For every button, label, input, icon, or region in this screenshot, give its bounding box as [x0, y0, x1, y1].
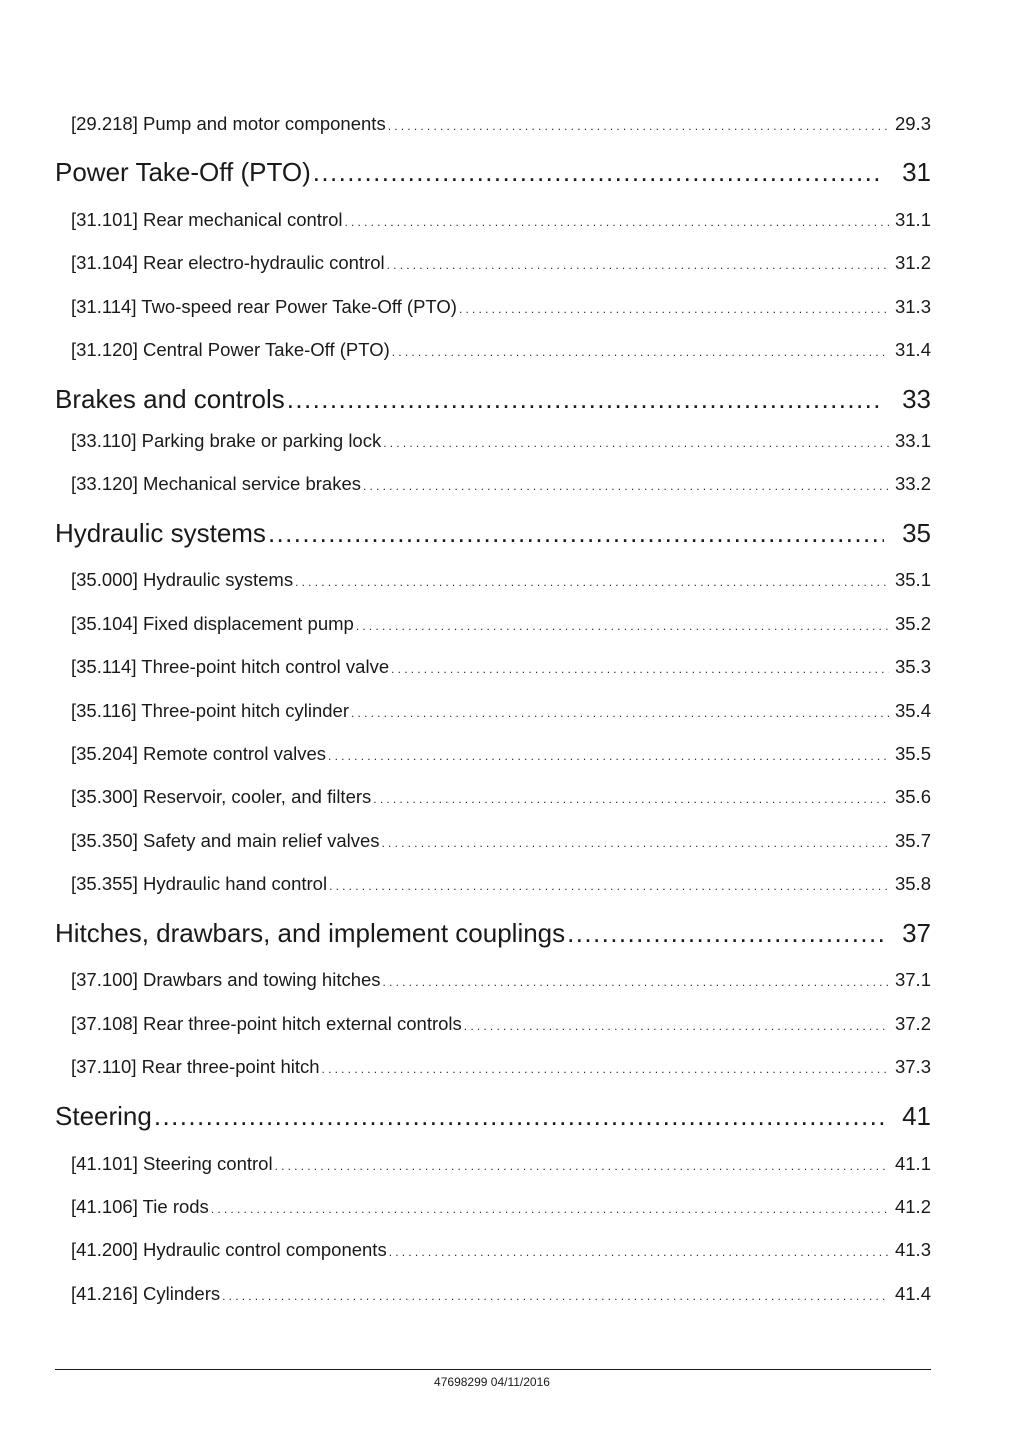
toc-entry-page: 35.3 [894, 656, 931, 677]
dot-leader [154, 1101, 884, 1132]
toc-section-page: 31 [902, 157, 931, 187]
toc-section-page: 33 [902, 384, 931, 414]
dot-leader [383, 975, 889, 989]
toc-entry-35-104[interactable] [71, 613, 931, 635]
toc-entry-page: 35.7 [894, 830, 931, 851]
footer-doc-id: 47698299 04/11/2016 [434, 1375, 550, 1389]
toc-entry-label: [35.104] Fixed displacement pump [71, 613, 354, 634]
dot-leader [389, 1245, 889, 1259]
toc-entry-page: 35.1 [894, 569, 931, 590]
dot-leader [373, 792, 889, 806]
dot-leader [287, 384, 884, 415]
toc-section-33[interactable] [55, 384, 931, 415]
toc-entry-33-110[interactable] [71, 430, 931, 452]
dot-leader [322, 1062, 889, 1076]
toc-entry-label: [35.116] Three-point hitch cylinder [71, 700, 350, 721]
toc-entry-41-101[interactable] [71, 1153, 931, 1175]
toc-entry-label: [41.216] Cylinders [71, 1283, 221, 1304]
toc-entry-label: [41.106] Tie rods [71, 1196, 209, 1217]
toc-section-title: Steering [55, 1101, 152, 1131]
toc-entry-page: 31.3 [894, 296, 931, 317]
toc-entry-page: 41.3 [894, 1239, 931, 1260]
toc-entry-31-120[interactable] [71, 339, 931, 361]
dot-leader [567, 918, 884, 949]
toc-entry-29-218[interactable] [71, 113, 931, 135]
toc-entry-label: [41.101] Steering control [71, 1153, 273, 1174]
toc-entry-page: 37.2 [894, 1013, 931, 1034]
toc-entry-label: [29.218] Pump and motor components [71, 113, 386, 134]
toc-entry-37-110[interactable] [71, 1056, 931, 1078]
toc-entry-33-120[interactable] [71, 473, 931, 495]
dot-leader [363, 479, 889, 493]
toc-section-title: Brakes and controls [55, 384, 285, 414]
toc-entry-31-101[interactable] [71, 209, 931, 231]
toc-entry-label: [35.355] Hydraulic hand control [71, 873, 328, 894]
toc-entry-page: 33.1 [894, 430, 931, 451]
toc-entry-31-104[interactable] [71, 252, 931, 274]
toc-entry-label: [37.100] Drawbars and towing hitches [71, 969, 381, 990]
toc-entry-label: [41.200] Hydraulic control components [71, 1239, 387, 1260]
toc-entry-label: [35.350] Safety and main relief valves [71, 830, 380, 851]
dot-leader [275, 1159, 889, 1173]
toc-entry-page: 33.2 [894, 473, 931, 494]
toc-entry-page: 35.6 [894, 786, 931, 807]
dot-leader [222, 1289, 889, 1303]
toc-entry-label: [35.204] Remote control valves [71, 743, 327, 764]
dot-leader [329, 879, 889, 893]
toc-section-page: 41 [902, 1101, 931, 1131]
toc-entry-31-114[interactable] [71, 296, 931, 318]
footer-divider [55, 1369, 931, 1370]
toc-section-page: 37 [902, 918, 931, 948]
dot-leader [295, 575, 889, 589]
toc-entry-page: 37.3 [894, 1056, 931, 1077]
toc-entry-label: [31.104] Rear electro-hydraulic control [71, 252, 385, 273]
toc-entry-35-355[interactable] [71, 873, 931, 895]
toc-section-41[interactable] [55, 1101, 931, 1132]
toc-section-title: Hitches, drawbars, and implement couplings [55, 918, 566, 948]
toc-entry-page: 35.2 [894, 613, 931, 634]
toc-section-31[interactable] [55, 157, 931, 188]
toc-section-37[interactable] [55, 918, 931, 949]
dot-leader [382, 836, 889, 850]
dot-leader [356, 619, 889, 633]
toc-section-page: 35 [902, 518, 931, 548]
toc-entry-41-106[interactable] [71, 1196, 931, 1218]
dot-leader [268, 518, 884, 549]
toc-entry-page: 41.4 [894, 1283, 931, 1304]
dot-leader [383, 436, 889, 450]
toc-entry-page: 29.3 [894, 113, 931, 134]
toc-entry-page: 31.4 [894, 339, 931, 360]
toc-entry-35-000[interactable] [71, 569, 931, 591]
toc-entry-37-100[interactable] [71, 969, 931, 991]
toc-entry-label: [31.120] Central Power Take-Off (PTO) [71, 339, 390, 360]
toc-entry-page: 41.2 [894, 1196, 931, 1217]
toc-section-35[interactable] [55, 518, 931, 549]
toc-entry-page: 35.4 [894, 700, 931, 721]
toc-entry-41-216[interactable] [71, 1283, 931, 1305]
dot-leader [459, 302, 889, 316]
dot-leader [313, 157, 884, 188]
toc-entry-label: [33.120] Mechanical service brakes [71, 473, 361, 494]
toc-entry-label: [35.114] Three-point hitch control valve [71, 656, 390, 677]
toc-entry-35-114[interactable] [71, 656, 931, 678]
dot-leader [351, 706, 889, 720]
dot-leader [328, 749, 889, 763]
toc-entry-35-116[interactable] [71, 700, 931, 722]
dot-leader [391, 662, 889, 676]
toc-entry-label: [31.114] Two-speed rear Power Take-Off (PTO) [71, 296, 457, 317]
toc-entry-page: 31.1 [894, 209, 931, 230]
dot-leader [344, 215, 889, 229]
toc-entry-page: 41.1 [894, 1153, 931, 1174]
toc-entry-37-108[interactable] [71, 1013, 931, 1035]
toc-entry-label: [35.300] Reservoir, cooler, and filters [71, 786, 372, 807]
toc-entry-label: [37.108] Rear three-point hitch external controls [71, 1013, 462, 1034]
toc-entry-label: [33.110] Parking brake or parking lock [71, 430, 382, 451]
dot-leader [388, 119, 889, 133]
dot-leader [387, 258, 889, 272]
toc-section-title: Hydraulic systems [55, 518, 266, 548]
toc-entry-page: 31.2 [894, 252, 931, 273]
dot-leader [211, 1202, 889, 1216]
dot-leader [392, 345, 889, 359]
toc-entry-label: [37.110] Rear three-point hitch [71, 1056, 320, 1077]
toc-entry-35-204[interactable] [71, 743, 931, 765]
dot-leader [464, 1019, 889, 1033]
toc-entry-page: 35.8 [894, 873, 931, 894]
toc-entry-41-200[interactable] [71, 1239, 931, 1261]
toc-entry-page: 37.1 [894, 969, 931, 990]
toc-entry-page: 35.5 [894, 743, 931, 764]
toc-entry-label: [35.000] Hydraulic systems [71, 569, 294, 590]
toc-entry-35-350[interactable] [71, 830, 931, 852]
toc-entry-35-300[interactable] [71, 786, 931, 808]
toc-section-title: Power Take-Off (PTO) [55, 157, 311, 187]
toc-entry-label: [31.101] Rear mechanical control [71, 209, 343, 230]
